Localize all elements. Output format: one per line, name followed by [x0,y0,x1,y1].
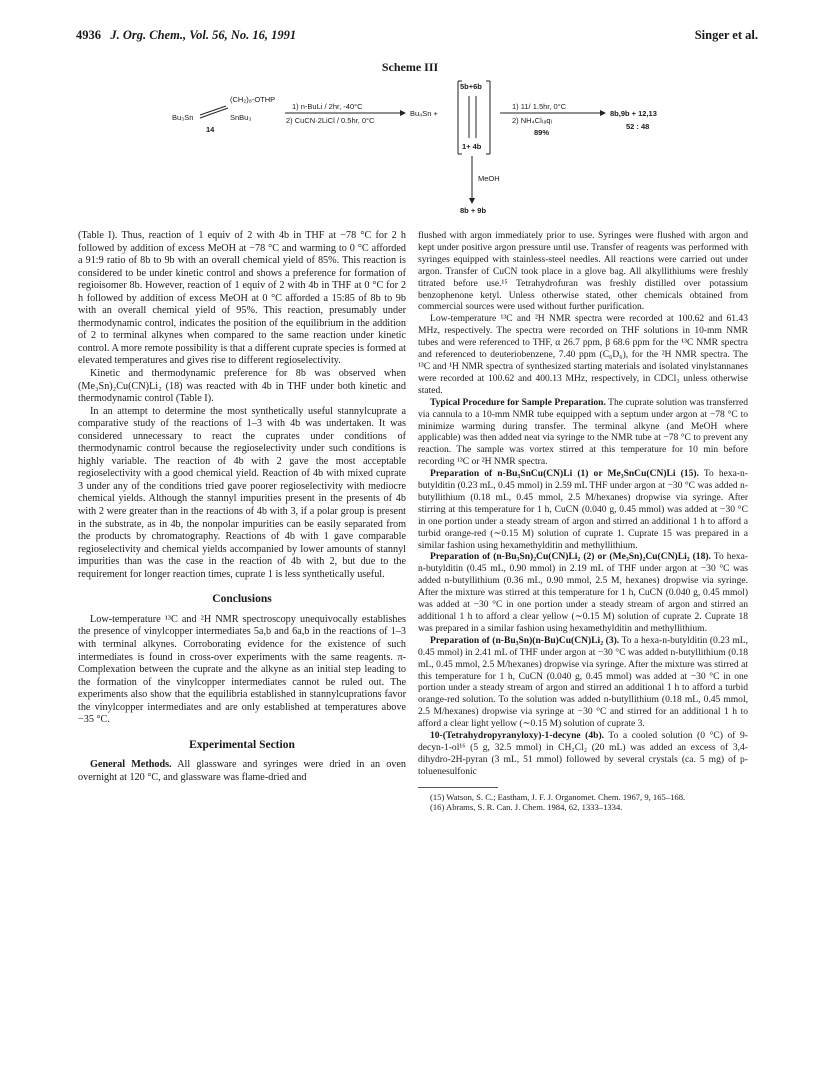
section-heading-conclusions: Conclusions [212,593,272,606]
box-bottom-label: 1+ 4b [462,142,482,151]
arrow-head [600,110,606,116]
paragraph: (Table I). Thus, reaction of 1 equiv of 2 with 4b in THF at −78 °C for 2 h followed by addition of excess MeOH at −78 °C and warming to 0 °C afforded a 91:9 ratio of 8b to 9b with an overall chemical yield of 85%. This reaction is considered to be under kinetic control and shows a preference for formation of regioisomer 8b. However, reaction of 1 equiv of 2 with 4b in THF at 0 °C for 2 h followed by addition of excess MeOH at 0 °C afforded a 15:85 of 8b to 9b with an overall chemical yield of 95%. This reaction, presumably under thermodynamic control, indicates the position of the equilibrium in the addition of 2 to terminal alkynes when compared to the same reaction under kinetic control. A more remote possibility is that a different cuprate species is formed at elevated temperatures and gives rise to different regioselectivity. [78,230,406,367]
paragraph [418,551,748,634]
scheme-title: Scheme III [381,60,439,74]
paragraph-lead: Preparation of (n-Bu₃Sn)(n-Bu)Cu(CN)Li₂ (3). [430,634,620,646]
alkene-bond [200,108,228,118]
compound-number: 14 [206,125,215,134]
paragraph-lead: Preparation of n-Bu₃SnCu(CN)Li (1) or Me₃SnCu(CN)Li (15). [430,468,699,480]
step1-reagent-b: 2) CuCN·2LiCl / 0.5hr, 0°C [286,116,375,125]
paragraph: flushed with argon immediately prior to use. Syringes were flushed with argon and kept under positive argon pressure until use. Transfer of reagents was performed with syringes equipped with stainless-steel needles. All reactions were carried out under argon. Transfer of CuCN took place in a glove bag. All alkyllithiums were freshly titrated before use.¹⁵ Tetrahydrofuran was freshly distilled over potassium benzophenone ketyl. Unless otherwise stated, other chemicals obtained from commercial sources were used without further purification. [418,230,748,313]
product-ratio: 52 : 48 [626,122,650,131]
arrow-head [469,198,475,204]
product-label: 8b,9b + 12,13 [610,109,657,118]
paragraph-lead: Preparation of (n-Bu₃Sn)₂Cu(CN)Li₂ (2) or (Me₃Sn)₂Cu(CN)Li₂ (18). [430,551,711,563]
page-number: 4936 [76,28,101,42]
paragraph-body: All glassware and syringes were dried in an oven overnight at 120 °C, and glassware was flame-dried and [78,759,406,783]
paragraph [78,759,406,784]
reactant-stannyl-left: Bu₃Sn [172,113,194,122]
step1-reagent-a: 1) n-BuLi / 2hr, -40°C [292,102,363,111]
paragraph: Kinetic and thermodynamic preference for 8b was observed when (Me₃Sn)₂Cu(CN)Li₂ (18) was reacted with 4b in THF under both kinetic and thermodynamic control (Table I). [78,368,406,405]
footnote: (16) Abrams, S. R. Can. J. Chem. 1984, 62, 1333–1334. [430,802,623,813]
paragraph [418,635,748,730]
paragraph: Low-temperature ¹³C and ²H NMR spectra were recorded at 100.62 and 61.43 MHz, respectively. The spectra were recorded on THF solutions in 10-mm NMR tubes and were referenced to THF, α 26.7 ppm, β 68.6 ppm for the ¹³C NMR spectra and referenced to deuteriobenzene, 7.40 ppm (C₆D₆), for the ²H NMR spectra. The ¹³C and ¹H NMR spectra of synthesized starting materials and isolated vinylstannanes were recorded at 100.62 and 400.13 MHz, respectively, in CDCl₃ unless otherwise stated. [418,313,748,396]
paragraph-body: To hexa-n-butylditin (0.23 mL, 0.45 mmol) in 2.59 mL THF under argon at −30 °C was added n-butyllithium (0.18 mL, 0.45 mmol, 2.5 M/hexanes) dropwise via syringe. After stirring at this temperature for 1 h, CuCN (0.040 g, 0.45 mmol) was added at −30 °C in one portion under a steady stream of argon and stirred an additional 1 h to afford a turbid orange-red (∼0.15 M) solution of cuprate 1. Cuprate 15 was prepared in a similar fashion using hexamethylditin and methyllithium. [418,468,748,551]
paragraph [418,468,748,551]
intermediate-label: Bu₄Sn + [410,109,438,118]
arrow-head [400,110,406,116]
step2-yield: 89% [534,128,550,137]
paragraph-body: To a cooled solution (0 °C) of 9-decyn-1-ol¹⁶ (5 g, 32.5 mmol) in CH₂Cl₂ (20 mL) was added an excess of 3,4-dihydro-2H-pyran (3 mL, 51 mmol) followed by several crystals (ca. 5 mg) of p-toluenesulfonic [418,730,748,777]
reactant-stannyl-right: SnBu₃ [230,113,252,122]
paragraph [418,730,748,778]
paragraph-body: To a hexa-n-butylditin (0.23 mL, 0.45 mmol) in 2.41 mL of THF under argon at −30 °C was added n-butyllithium (0.18 mL, 0.45 mmol, 2.5 M/hexanes) dropwise via syringe. After the mixture was stirred at this temperature for 1 h, CuCN (0.040 g, 0.45 mmol) was added at −30 °C in one portion under a steady stream of argon and stirred an additional 1 h to afford a turbid orange-red solution. To the solution was added n-butyllithium (0.18 mL, 0.45 mmol, 2.5 M/hexanes) dropwise via syringe at −30 °C and stirred for an additional 1 h to afford a clear light yellow (∼0.15 M) solution of cuprate 3. [418,634,749,730]
section-heading-experimental: Experimental Section [189,738,295,751]
product-bottom-label: 8b + 9b [460,206,487,215]
header-authors: Singer et al. [694,28,758,42]
footnote: (15) Watson, S. C.; Eastham, J. F. J. Organomet. Chem. 1967, 9, 165–168. [430,791,686,802]
right-column [418,230,748,813]
header-left [76,28,296,43]
paragraph-body: The cuprate solution was transferred via cannula to a 10-mm NMR tube equipped with a septum under argon at −78 °C to minimize warming during transfer. The terminal alkyne (and MeOH where applicable) was then added neat via syringe to the NMR tube at −78 °C to prevent any reaction. The sample was vortex stirred at this temperature for 10 min before recording ¹³C or ²H NMR spectra. [418,396,749,468]
paragraph [418,397,748,468]
paragraph-lead: Typical Procedure for Sample Preparation. [430,396,606,408]
journal-citation: J. Org. Chem., Vol. 56, No. 16, 1991 [110,28,297,42]
reaction-scheme [160,76,680,216]
paragraph-lead: General Methods. [90,759,172,771]
paragraph-body: To hexa-n-butylditin (0.45 mL, 0.90 mmol) in 2.19 mL of THF under argon at −30 °C was added n-butyllithium (0.36 mL, 0.90 mmol, 2.5 M, hexanes) dropwise via syringe. After the mixture was stirred at this temperature for 1 h, CuCN (0.040 g, 0.45 mmol) was added at −30 °C in one portion under a steady stream of argon and stirred an additional 1 h to afford a clear yellow (∼0.15 M) solution of cuprate 2. Cuprate 18 was prepared in a similar fashion using hexamethylditin and methyllithium. [418,551,748,634]
substituent-label: (CH₂)₈-OTHP [230,95,276,104]
meoh-label: MeOH [478,174,500,183]
paragraph: Low-temperature ¹³C and ²H NMR spectroscopy unequivocally establishes the presence of vinylcopper intermediates 5a,b and 6a,b in the reactions of 1–3 with terminal alkynes. Corroborating evidence for the existence of such intermediates is found in cross-over experiments with the same reagents. π-Complexation between the cuprate and the alkyne as an initial step leading to the formation of the vinylcopper intermediates cannot be ruled out. The experiments also show that the equilibria established in stannylcuprations favor the vinylcopper intermediates and are only established at temperatures above −35 °C. [78,613,406,726]
step2-reagent-b: 2) NH₄Cl₍ₐq₎ [512,116,553,125]
running-header [76,28,758,46]
left-column [78,230,406,784]
footnote-divider [418,787,498,788]
paragraph: In an attempt to determine the most synthetically useful stannylcuprate a comparative study of the reactions of 1–3 with 4b was undertaken. It was considered unnecessary to react the cuprates under conditions of thermodynamic control because the regioselectivity under such conditions is highly variable. The reaction of 4b with 2 gave the most acceptable regioselectivity with a good chemical yield. Reaction of 4b with mixed cuprate 3 under any of the conditions tried gave poorer regioselectivity with mediocre chemical yields. Although the stannyl impurities present in the presents of 4b with 2 were greater than in the reactions of 4b with 3, if a polar group is present in the substrate, as in 4b, the nonpolar impurities can be easily separated from the products by chromatography. Reactions of 4b with 1 gave comparable regioselectivity and chemical yields accompanied by lower amounts of stannyl impurities than was the case in the reaction of 4b with 2, but due to the requirement for longer reaction times, cuprate 1 is less synthetically useful. [78,405,406,580]
paragraph-lead: 10-(Tetrahydropyranyloxy)-1-decyne (4b). [430,730,605,742]
step2-reagent-a: 1) 11/ 1.5hr, 0°C [512,102,567,111]
box-top-label: 5b+6b [460,82,482,91]
